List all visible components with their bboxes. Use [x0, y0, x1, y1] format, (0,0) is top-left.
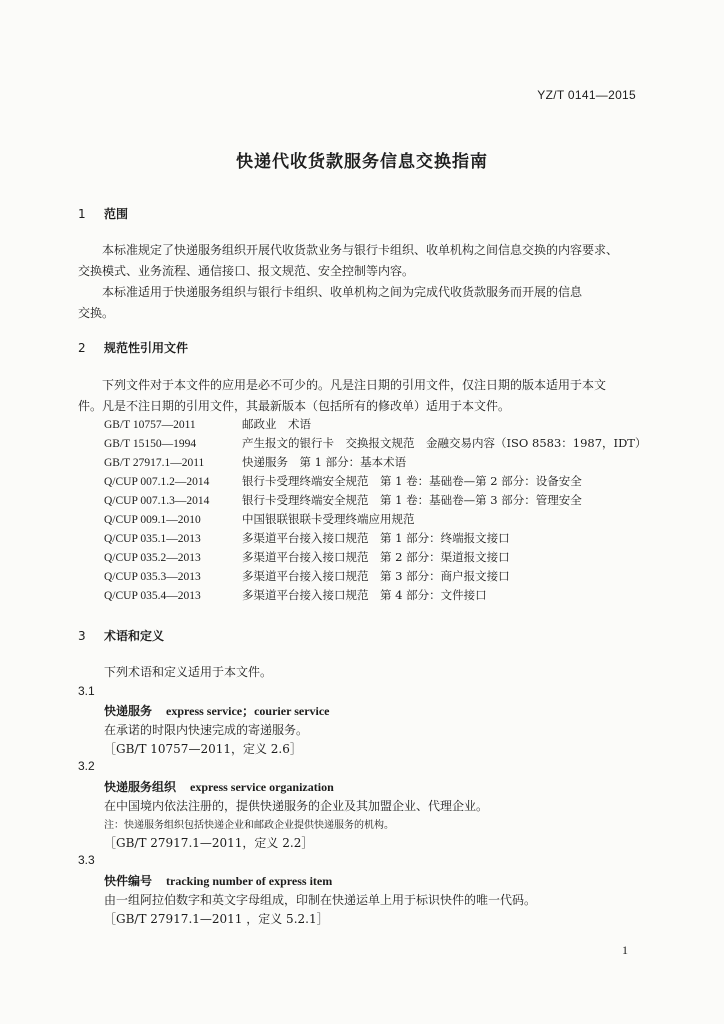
reference-title: 多渠道平台接入接口规范 第 4 部分：文件接口: [242, 588, 487, 602]
text-line: 本标准规定了快递服务组织开展代收货款业务与银行卡组织、收单机构之间信息交换的内容要求、: [102, 243, 619, 257]
reference-code: GB/T 27917.1—2011: [104, 457, 205, 469]
scope-paragraph-2: [78, 282, 648, 324]
term-source: ［GB/T 27917.1—2011 ，定义 5.2.1］: [104, 912, 329, 926]
reference-row: [104, 529, 510, 547]
reference-code: Q/CUP 009.1—2010: [104, 514, 201, 526]
reference-code: Q/CUP 007.1.2—2014: [104, 476, 210, 488]
reference-row: [104, 586, 487, 604]
section-title: 规范性引用文件: [104, 341, 189, 355]
term-english: tracking number of express item: [166, 874, 333, 888]
term-source: ［GB/T 10757—2011，定义 2.6］: [104, 742, 302, 756]
reference-row: [104, 415, 311, 433]
reference-row: [104, 491, 582, 509]
section-number: 3: [78, 629, 86, 643]
section-3-heading: [78, 627, 164, 644]
text-line: 下列文件对于本文件的应用是必不可少的。凡是注日期的引用文件，仅注日期的版本适用于本文: [102, 378, 607, 392]
reference-row: [104, 453, 406, 471]
refs-intro: [78, 375, 648, 417]
section-1-heading: [78, 205, 128, 222]
reference-title: 邮政业 术语: [242, 417, 311, 431]
reference-title: 多渠道平台接入接口规范 第 1 部分：终端报文接口: [242, 531, 510, 545]
term-entry: [104, 702, 330, 719]
term-chinese: 快件编号: [104, 874, 153, 888]
reference-code: GB/T 10757—2011: [104, 419, 196, 431]
reference-row: [104, 548, 510, 566]
reference-code: Q/CUP 035.3—2013: [104, 571, 201, 583]
section-number: 2: [78, 341, 86, 355]
term-number: 3.2: [78, 759, 95, 773]
term-english: express service；courier service: [166, 704, 330, 718]
reference-title: 产生报文的银行卡 交换报文规范 金融交易内容（ISO 8583：1987，IDT）: [242, 436, 647, 450]
reference-row: [104, 510, 415, 528]
term-chinese: 快递服务组织: [104, 780, 177, 794]
standard-code: YZ/T 0141—2015: [537, 88, 636, 102]
reference-row: [104, 434, 646, 452]
term-number: 3.1: [78, 684, 95, 698]
text-line: 件。凡是不注日期的引用文件，其最新版本（包括所有的修改单）适用于本文件。: [78, 399, 511, 413]
section-title: 范围: [104, 207, 129, 221]
reference-title: 银行卡受理终端安全规范 第 1 卷：基础卷—第 2 部分：设备安全: [242, 474, 582, 488]
term-note: 注：快递服务组织包括快递企业和邮政企业提供快递服务的机构。: [104, 820, 394, 831]
reference-title: 多渠道平台接入接口规范 第 3 部分：商户报文接口: [242, 569, 510, 583]
text-line: 本标准适用于快递服务组织与银行卡组织、收单机构之间为完成代收货款服务而开展的信息: [102, 285, 583, 299]
scope-paragraph-1: [78, 240, 648, 282]
reference-code: Q/CUP 035.1—2013: [104, 533, 201, 545]
term-number: 3.3: [78, 853, 95, 867]
reference-row: [104, 567, 510, 585]
text-line: 交换模式、业务流程、通信接口、报文规范、安全控制等内容。: [78, 264, 415, 278]
section-number: 1: [78, 207, 86, 221]
section-2-heading: [78, 339, 188, 356]
term-definition: 在中国境内依法注册的，提供快递服务的企业及其加盟企业、代理企业。: [104, 799, 489, 813]
reference-title: 多渠道平台接入接口规范 第 2 部分：渠道报文接口: [242, 550, 510, 564]
reference-title: 中国银联银联卡受理终端应用规范: [242, 512, 415, 526]
term-definition: 由一组阿拉伯数字和英文字母组成，印制在快递运单上用于标识快件的唯一代码。: [104, 893, 537, 907]
section-title: 术语和定义: [104, 629, 165, 643]
document-title: 快递代收货款服务信息交换指南: [236, 152, 488, 172]
reference-code: GB/T 15150—1994: [104, 438, 197, 450]
term-english: express service organization: [190, 780, 334, 794]
term-definition: 在承诺的时限内快速完成的寄递服务。: [104, 723, 309, 737]
term-source: ［GB/T 27917.1—2011，定义 2.2］: [104, 836, 314, 850]
reference-code: Q/CUP 035.4—2013: [104, 590, 201, 602]
reference-title: 快递服务 第 1 部分：基本术语: [242, 455, 407, 469]
reference-title: 银行卡受理终端安全规范 第 1 卷：基础卷—第 3 部分：管理安全: [242, 493, 582, 507]
reference-code: Q/CUP 007.1.3—2014: [104, 495, 210, 507]
term-entry: [104, 872, 332, 889]
terms-intro: 下列术语和定义适用于本文件。: [104, 665, 273, 679]
text-line: 交换。: [78, 306, 115, 320]
reference-code: Q/CUP 035.2—2013: [104, 552, 201, 564]
page-number: 1: [622, 943, 628, 957]
reference-row: [104, 472, 582, 490]
term-entry: [104, 778, 334, 795]
term-chinese: 快递服务: [104, 704, 153, 718]
